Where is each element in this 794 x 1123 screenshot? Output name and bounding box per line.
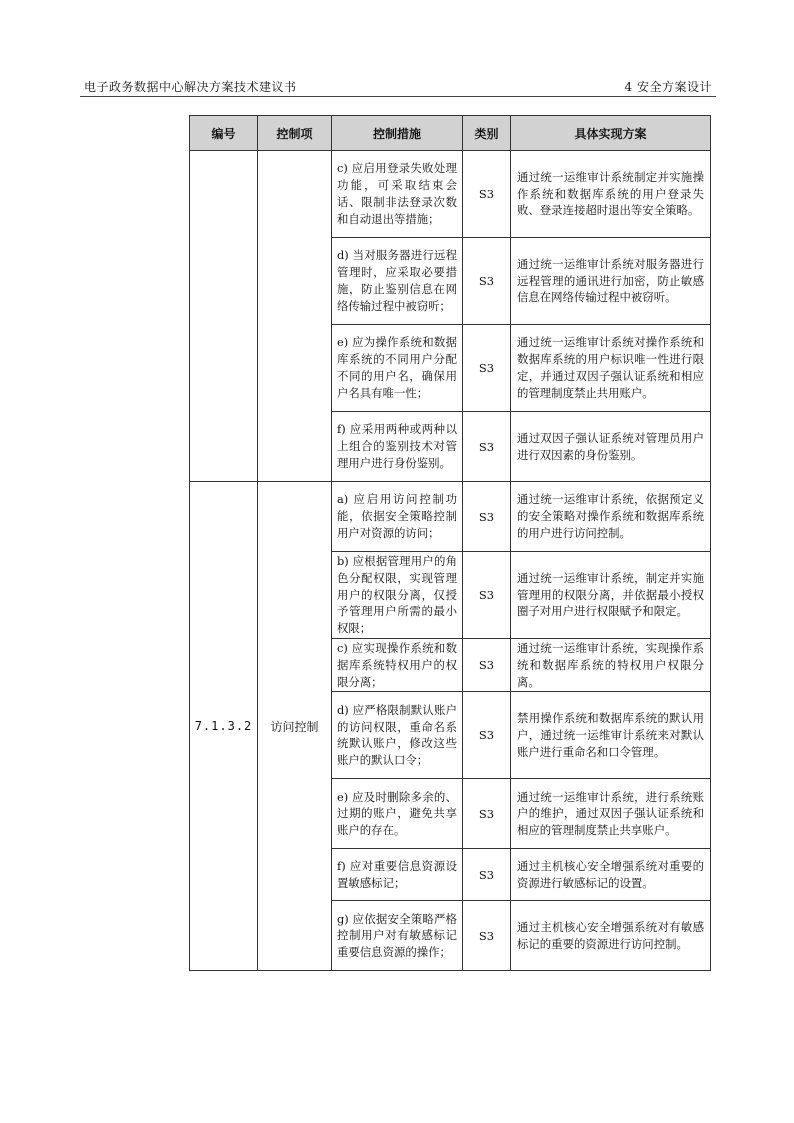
category-cell: S3 [463,901,511,971]
control-measure-cell: c) 应启用登录失败处理功能，可采取结束会话、限制非法登录次数和自动退出等措施； [332,151,463,238]
header-control-measure: 控制措施 [332,116,463,151]
control-measure-cell: c) 应实现操作系统和数据库系统特权用户的权限分离； [332,639,463,692]
control-measure-cell: g) 应依据安全策略严格控制用户对有敏感标记重要信息资源的操作； [332,901,463,971]
category-cell: S3 [463,412,511,482]
solution-cell: 通过统一运维审计系统，制定并实施管理用的权限分离，并依据最小授权圈子对用户进行权限赋予和限定。 [511,552,711,639]
control-id-cell: 7.1.3.2 [190,482,258,971]
control-measure-cell: d) 应严格限制默认账户的访问权限，重命名系统默认账户，修改这些账户的默认口令； [332,692,463,779]
solution-cell: 通过统一运维审计系统对服务器进行远程管理的通讯进行加密，防止敏感信息在网络传输过程中被窃听。 [511,238,711,325]
solution-cell: 通过统一运维审计系统对操作系统和数据库系统的用户标识唯一性进行限定，并通过双因子强认证系统和相应的管理制度禁止共用账户。 [511,325,711,412]
solution-cell: 通过统一运维审计系统制定并实施操作系统和数据库系统的用户登录失败、登录连接超时退出等安全策略。 [511,151,711,238]
solution-cell: 通过主机核心安全增强系统对有敏感标记的重要的资源进行访问控制。 [511,901,711,971]
category-cell: S3 [463,151,511,238]
solution-cell: 通过统一运维审计系统，实现操作系统和数据库系统的特权用户权限分离。 [511,639,711,692]
control-measure-cell: e) 应为操作系统和数据库系统的不同用户分配不同的用户名，确保用户名具有唯一性； [332,325,463,412]
control-measure-cell: e) 应及时删除多余的、过期的账户，避免共享账户的存在。 [332,779,463,849]
category-cell: S3 [463,238,511,325]
header-id: 编号 [190,116,258,151]
category-cell: S3 [463,779,511,849]
control-measure-cell: f) 应对重要信息资源设置敏感标记； [332,849,463,901]
solution-cell: 通过主机核心安全增强系统对重要的资源进行敏感标记的设置。 [511,849,711,901]
table-row [190,151,711,238]
document-title: 电子政务数据中心解决方案技术建议书 [84,80,297,94]
control-measure-cell: b) 应根据管理用户的角色分配权限，实现管理用户的权限分离，仅授予管理用户所需的最小权限； [332,552,463,639]
control-measure-cell: d) 当对服务器进行远程管理时，应采取必要措施，防止鉴别信息在网络传输过程中被窃听； [332,238,463,325]
control-item-cell: 访问控制 [258,482,332,971]
control-measure-cell: f) 应采用两种或两种以上组合的鉴别技术对管理用户进行身份鉴别。 [332,412,463,482]
page-header [80,78,716,97]
solution-cell: 通过双因子强认证系统对管理员用户进行双因素的身份鉴别。 [511,412,711,482]
security-control-table [189,115,711,971]
chapter-title: 4 安全方案设计 [624,80,712,94]
table-header-row [190,116,711,151]
solution-cell: 通过统一运维审计系统，进行系统账户的维护，通过双因子强认证系统和相应的管理制度禁止共享账户。 [511,779,711,849]
control-measure-cell: a) 应启用访问控制功能，依据安全策略控制用户对资源的访问； [332,482,463,552]
category-cell: S3 [463,692,511,779]
category-cell: S3 [463,639,511,692]
header-control-item: 控制项 [258,116,332,151]
category-cell: S3 [463,325,511,412]
header-category: 类别 [463,116,511,151]
category-cell: S3 [463,482,511,552]
control-item-cell [258,151,332,482]
control-id-cell [190,151,258,482]
table-row [190,482,711,552]
category-cell: S3 [463,552,511,639]
solution-cell: 禁用操作系统和数据库系统的默认用户，通过统一运维审计系统来对默认账户进行重命名和口令管理。 [511,692,711,779]
solution-cell: 通过统一运维审计系统，依据预定义的安全策略对操作系统和数据库系统的用户进行访问控制。 [511,482,711,552]
category-cell: S3 [463,849,511,901]
header-solution: 具体实现方案 [511,116,711,151]
